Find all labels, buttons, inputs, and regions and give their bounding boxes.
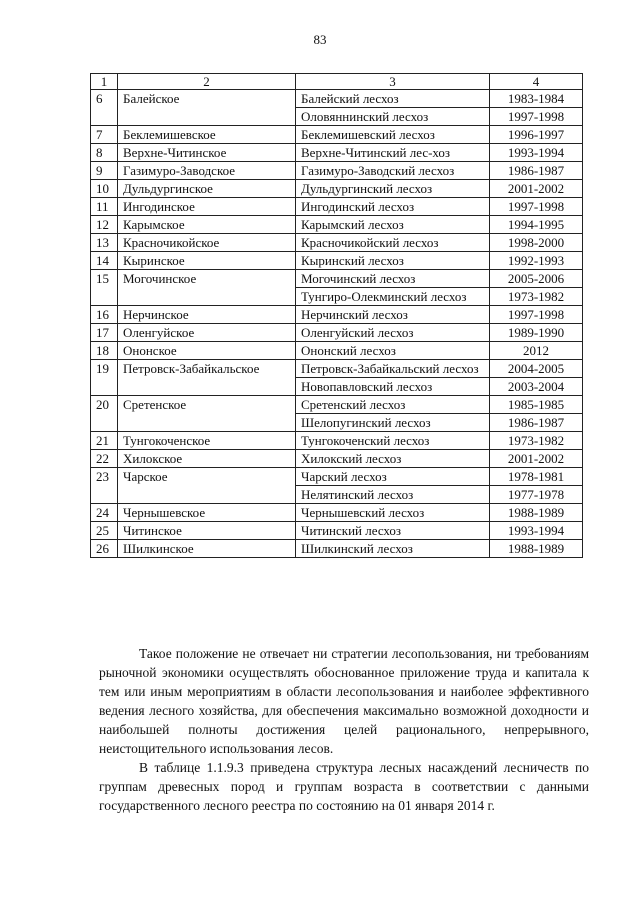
forestry-name: Могочинское bbox=[118, 270, 296, 306]
table-row bbox=[91, 324, 583, 342]
inventory-years: 1998-2000 bbox=[490, 234, 583, 252]
leshoz-name: Оленгуйский лесхоз bbox=[296, 324, 490, 342]
forestry-name: Шилкинское bbox=[118, 540, 296, 558]
table-row bbox=[91, 540, 583, 558]
inventory-years: 1996-1997 bbox=[490, 126, 583, 144]
row-number: 7 bbox=[91, 126, 118, 144]
forestry-name: Карымское bbox=[118, 216, 296, 234]
row-number: 8 bbox=[91, 144, 118, 162]
row-number: 19 bbox=[91, 360, 118, 396]
inventory-years: 1988-1989 bbox=[490, 540, 583, 558]
row-number: 16 bbox=[91, 306, 118, 324]
table-row bbox=[91, 504, 583, 522]
leshoz-name: Беклемишевский лесхоз bbox=[296, 126, 490, 144]
forestry-table bbox=[90, 73, 583, 558]
table-row bbox=[91, 198, 583, 216]
header-cell-1: 1 bbox=[91, 74, 118, 90]
forestry-name: Верхне-Читинское bbox=[118, 144, 296, 162]
inventory-years: 1977-1978 bbox=[490, 486, 583, 504]
table-row bbox=[91, 216, 583, 234]
leshoz-name: Красночикойский лесхоз bbox=[296, 234, 490, 252]
leshoz-name: Чернышевский лесхоз bbox=[296, 504, 490, 522]
forestry-name: Петровск-Забайкальское bbox=[118, 360, 296, 396]
table-row bbox=[91, 360, 583, 378]
table-row bbox=[91, 522, 583, 540]
inventory-years: 1993-1994 bbox=[490, 144, 583, 162]
inventory-years: 1992-1993 bbox=[490, 252, 583, 270]
forestry-name: Балейское bbox=[118, 90, 296, 126]
table-row bbox=[91, 90, 583, 108]
forestry-name: Красночикойское bbox=[118, 234, 296, 252]
paragraph: Такое положение не отвечает ни стратегии лесопользования, ни требованиям рыночной экономики осуществлять обоснованное приложение труда и капитала к тем или иным мероприятиям в области лесопользования и наиболее эффективного ведения лесного хозяйства, для обеспечения максимально возможной доходности и наибольшей полноты достижения целей рационального, непрерывного, неистощительного использования лесов. bbox=[99, 646, 589, 756]
inventory-years: 1997-1998 bbox=[490, 198, 583, 216]
inventory-years: 1997-1998 bbox=[490, 306, 583, 324]
leshoz-name: Чарский лесхоз bbox=[296, 468, 490, 486]
table-row bbox=[91, 234, 583, 252]
table-row bbox=[91, 252, 583, 270]
forestry-name: Сретенское bbox=[118, 396, 296, 432]
inventory-years: 1978-1981 bbox=[490, 468, 583, 486]
forestry-name: Оленгуйское bbox=[118, 324, 296, 342]
inventory-years: 1994-1995 bbox=[490, 216, 583, 234]
leshoz-name: Шелопугинский лесхоз bbox=[296, 414, 490, 432]
leshoz-name: Ингодинский лесхоз bbox=[296, 198, 490, 216]
forestry-name: Тунгокоченское bbox=[118, 432, 296, 450]
forestry-name: Нерчинское bbox=[118, 306, 296, 324]
body-text bbox=[99, 644, 589, 815]
table-row bbox=[91, 306, 583, 324]
leshoz-name: Ононский лесхоз bbox=[296, 342, 490, 360]
inventory-years: 1988-1989 bbox=[490, 504, 583, 522]
inventory-years: 1983-1984 bbox=[490, 90, 583, 108]
forestry-name: Ононское bbox=[118, 342, 296, 360]
forestry-table-body bbox=[91, 74, 583, 558]
leshoz-name: Газимуро-Заводский лесхоз bbox=[296, 162, 490, 180]
page-number: 83 bbox=[313, 32, 327, 47]
inventory-years: 1986-1987 bbox=[490, 162, 583, 180]
forestry-name: Газимуро-Заводское bbox=[118, 162, 296, 180]
row-number: 18 bbox=[91, 342, 118, 360]
leshoz-name: Петровск-Забайкальский лесхоз bbox=[296, 360, 490, 378]
row-number: 9 bbox=[91, 162, 118, 180]
table-row bbox=[91, 396, 583, 414]
inventory-years: 2004-2005 bbox=[490, 360, 583, 378]
table-row bbox=[91, 144, 583, 162]
table-row bbox=[91, 126, 583, 144]
leshoz-name: Кыринский лесхоз bbox=[296, 252, 490, 270]
row-number: 11 bbox=[91, 198, 118, 216]
leshoz-name: Дульдургинский лесхоз bbox=[296, 180, 490, 198]
row-number: 6 bbox=[91, 90, 118, 126]
inventory-years: 1993-1994 bbox=[490, 522, 583, 540]
forestry-name: Хилокское bbox=[118, 450, 296, 468]
paragraph: В таблице 1.1.9.3 приведена структура лесных насаждений лесничеств по группам древесных пород и группам возраста в соответствии с данными государственного лесного реестра по состоянию на 01 января 2014 г. bbox=[99, 760, 589, 813]
forestry-name: Чернышевское bbox=[118, 504, 296, 522]
row-number: 26 bbox=[91, 540, 118, 558]
row-number: 21 bbox=[91, 432, 118, 450]
row-number: 24 bbox=[91, 504, 118, 522]
row-number: 10 bbox=[91, 180, 118, 198]
table-row bbox=[91, 342, 583, 360]
inventory-years: 1973-1982 bbox=[490, 432, 583, 450]
table-row bbox=[91, 162, 583, 180]
leshoz-name: Оловяннинский лесхоз bbox=[296, 108, 490, 126]
forestry-name: Дульдургинское bbox=[118, 180, 296, 198]
inventory-years: 1986-1987 bbox=[490, 414, 583, 432]
forestry-name: Кыринское bbox=[118, 252, 296, 270]
inventory-years: 1985-1985 bbox=[490, 396, 583, 414]
leshoz-name: Хилокский лесхоз bbox=[296, 450, 490, 468]
inventory-years: 1997-1998 bbox=[490, 108, 583, 126]
leshoz-name: Балейский лесхоз bbox=[296, 90, 490, 108]
inventory-years: 2001-2002 bbox=[490, 180, 583, 198]
forestry-name: Чарское bbox=[118, 468, 296, 504]
row-number: 12 bbox=[91, 216, 118, 234]
leshoz-name: Новопавловский лесхоз bbox=[296, 378, 490, 396]
inventory-years: 2001-2002 bbox=[490, 450, 583, 468]
inventory-years: 2012 bbox=[490, 342, 583, 360]
inventory-years: 2003-2004 bbox=[490, 378, 583, 396]
inventory-years: 1973-1982 bbox=[490, 288, 583, 306]
leshoz-name: Тунгиро-Олекминский лесхоз bbox=[296, 288, 490, 306]
table-row bbox=[91, 270, 583, 288]
row-number: 14 bbox=[91, 252, 118, 270]
row-number: 25 bbox=[91, 522, 118, 540]
row-number: 15 bbox=[91, 270, 118, 306]
forestry-name: Беклемишевское bbox=[118, 126, 296, 144]
leshoz-name: Читинский лесхоз bbox=[296, 522, 490, 540]
header-cell-3: 3 bbox=[296, 74, 490, 90]
leshoz-name: Карымский лесхоз bbox=[296, 216, 490, 234]
forestry-name: Читинское bbox=[118, 522, 296, 540]
row-number: 22 bbox=[91, 450, 118, 468]
leshoz-name: Тунгокоченский лесхоз bbox=[296, 432, 490, 450]
leshoz-name: Сретенский лесхоз bbox=[296, 396, 490, 414]
table-row bbox=[91, 432, 583, 450]
inventory-years: 2005-2006 bbox=[490, 270, 583, 288]
leshoz-name: Нерчинский лесхоз bbox=[296, 306, 490, 324]
leshoz-name: Верхне-Читинский лес-хоз bbox=[296, 144, 490, 162]
inventory-years: 1989-1990 bbox=[490, 324, 583, 342]
table-header-row bbox=[91, 74, 583, 90]
leshoz-name: Нелятинский лесхоз bbox=[296, 486, 490, 504]
table-row bbox=[91, 450, 583, 468]
leshoz-name: Могочинский лесхоз bbox=[296, 270, 490, 288]
row-number: 13 bbox=[91, 234, 118, 252]
table-row bbox=[91, 468, 583, 486]
row-number: 23 bbox=[91, 468, 118, 504]
row-number: 20 bbox=[91, 396, 118, 432]
row-number: 17 bbox=[91, 324, 118, 342]
leshoz-name: Шилкинский лесхоз bbox=[296, 540, 490, 558]
header-cell-2: 2 bbox=[118, 74, 296, 90]
header-cell-4: 4 bbox=[490, 74, 583, 90]
forestry-name: Ингодинское bbox=[118, 198, 296, 216]
table-row bbox=[91, 180, 583, 198]
